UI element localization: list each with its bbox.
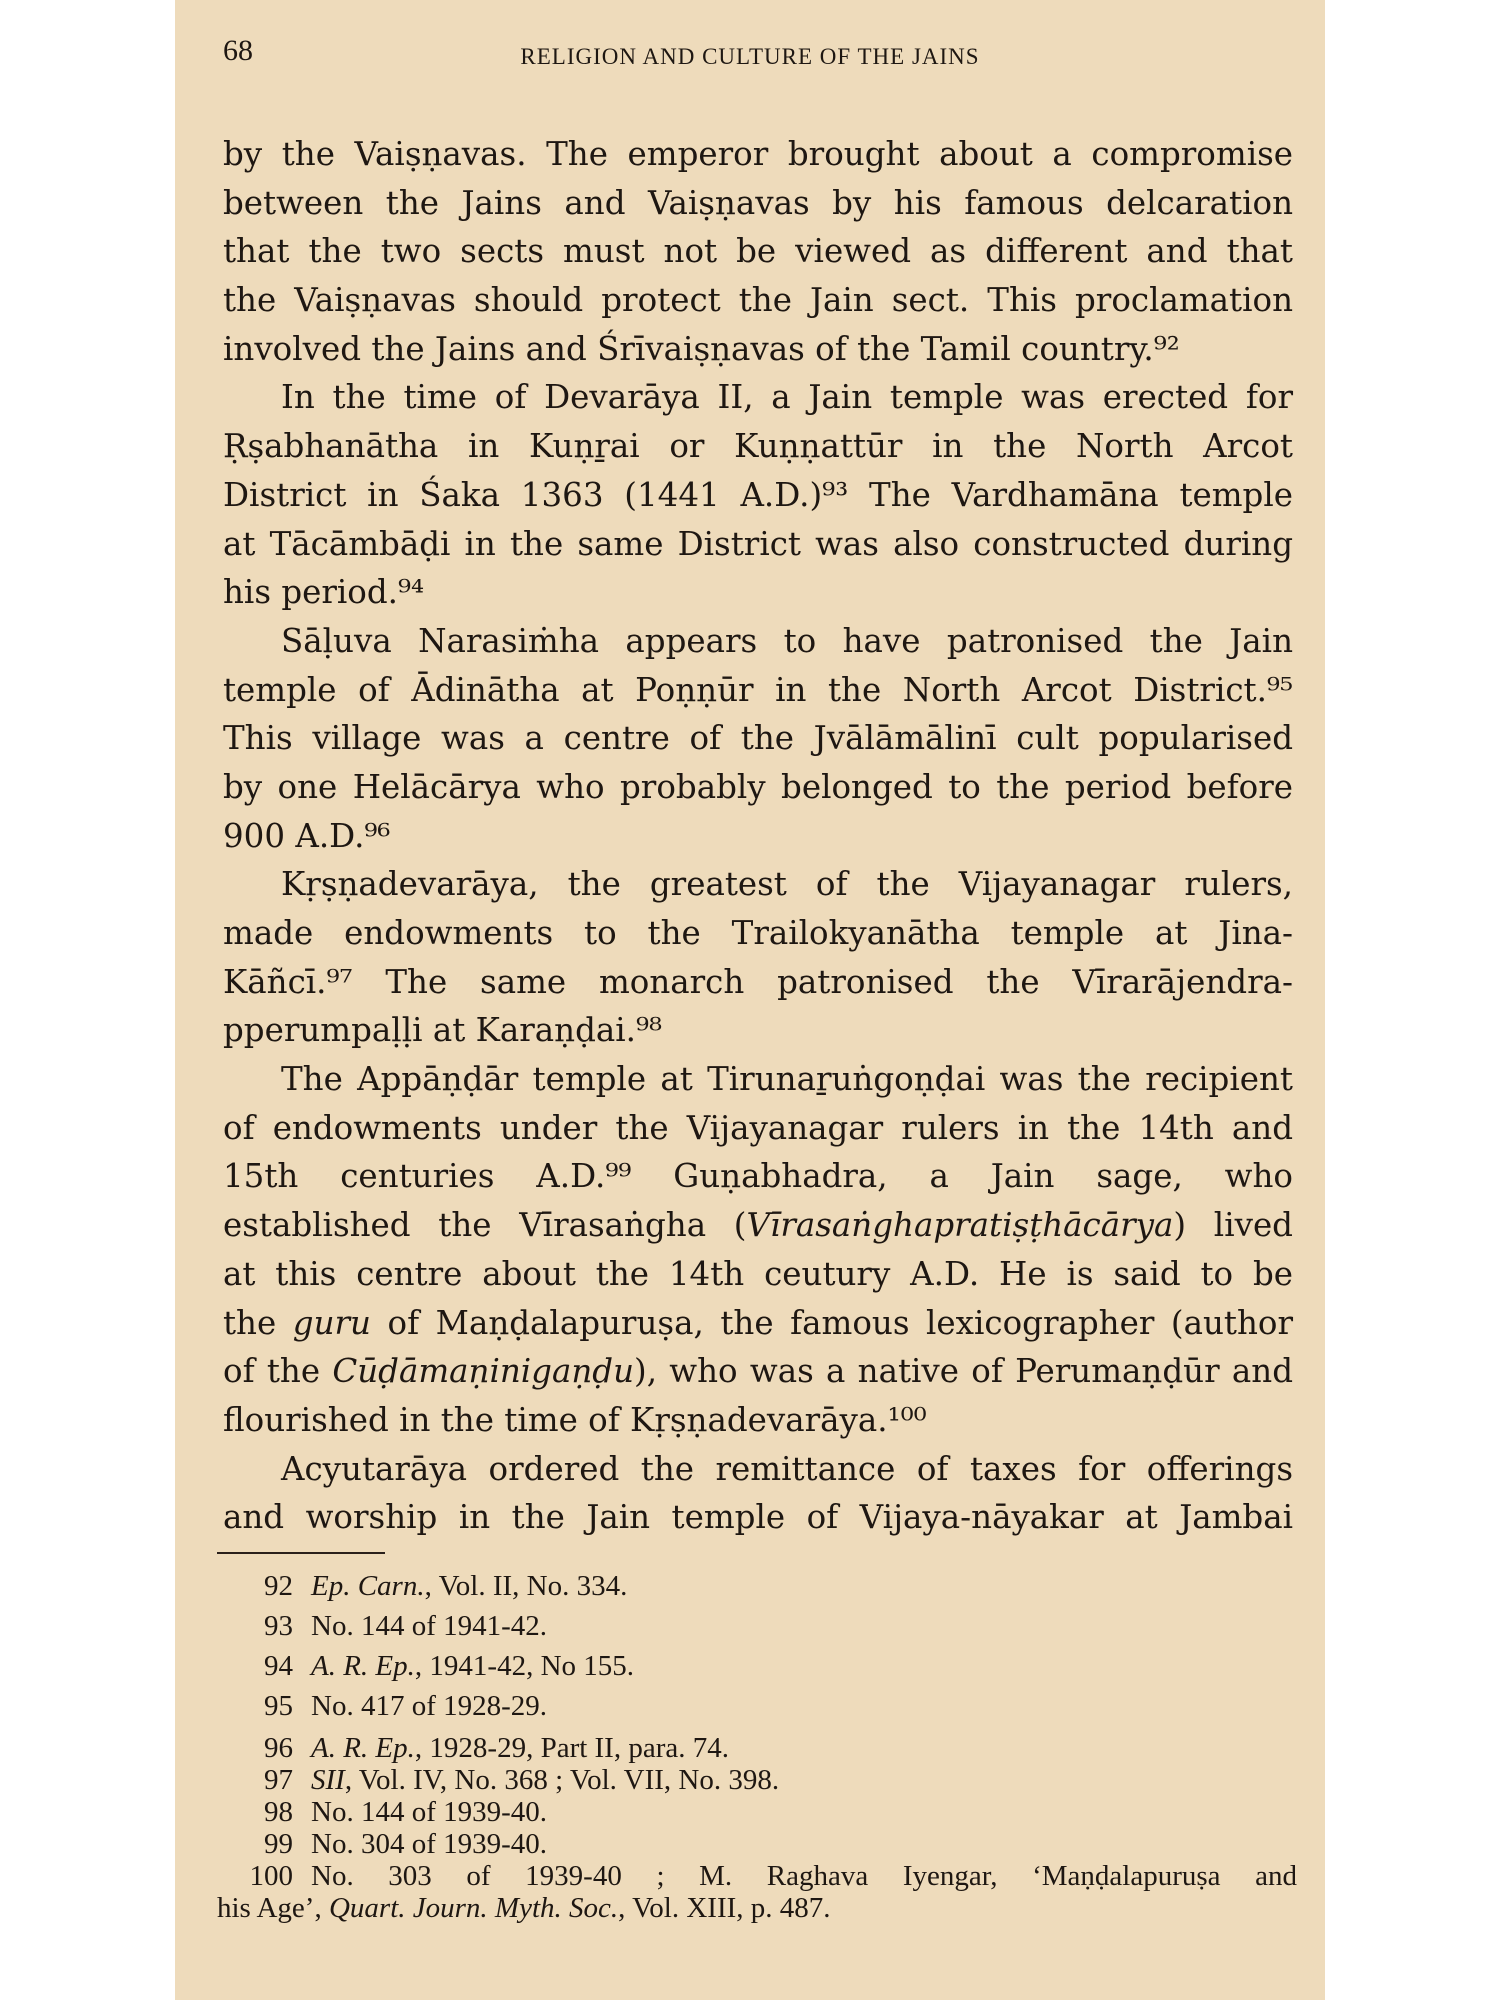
text-line: In the time of Devarāya II, a Jain temple was erected for	[281, 378, 1293, 417]
text-line: Acyutarāya ordered the remittance of taxes for offerings	[281, 1449, 1293, 1488]
text-line: The Appāṇḍār temple at Tirunaṟuṅgoṇḍai was the recipient	[281, 1060, 1293, 1099]
italic-term: Vīrasaṅghapratiṣṭhācārya	[746, 1206, 1174, 1245]
footnote-text	[311, 1686, 1297, 1726]
text-line: of endowments under the Vijayanagar rulers in the 14th and	[223, 1108, 1293, 1147]
text-segment: of the	[223, 1352, 333, 1391]
text-segment: ), who was a native of Perumaṇḍūr and	[634, 1352, 1293, 1391]
footnote-text	[311, 1606, 1297, 1646]
text-line: made endowments to the Trailokyanātha temple at Jina-	[223, 914, 1293, 952]
footnote-number: 95	[264, 1690, 293, 1722]
footnote	[217, 1606, 1297, 1646]
citation-detail: , Vol. II, No. 334.	[424, 1570, 628, 1602]
text-line: that the two sects must not be viewed as different and that	[223, 232, 1293, 271]
citation-title: Ep. Carn.	[311, 1570, 425, 1602]
text-line: District in Śaka 1363 (1441 A.D.)⁹³ The Vardhamāna temple	[223, 475, 1293, 514]
footnote	[217, 1828, 1297, 1860]
italic-term: Cūḍāmaṇinigaṇḍu	[332, 1352, 635, 1391]
footnote-text	[311, 1860, 1297, 1892]
citation-title: Quart. Journ. Myth. Soc.	[328, 1892, 619, 1924]
text-line: 900 A.D.⁹⁶	[223, 816, 391, 855]
text-line: Sāḷuva Narasiṁha appears to have patronised the Jain	[281, 621, 1293, 660]
citation-title: A. R. Ep.	[311, 1650, 415, 1682]
text-line: Kṛṣṇadevarāya, the greatest of the Vijayanagar rulers,	[281, 865, 1293, 904]
text-line: involved the Jains and Śrīvaiṣṇavas of the Tamil country.⁹²	[223, 329, 1180, 368]
citation-detail: his Age’,	[217, 1892, 329, 1924]
footnote-text	[311, 1566, 1297, 1606]
citation-detail: , 1941-42, No 155.	[414, 1650, 635, 1682]
text-line: pperumpaḷḷi at Karaṇḍai.⁹⁸	[223, 1011, 663, 1050]
text-segment: of Maṇḍalapuruṣa, the famous lexicographer (author	[370, 1303, 1293, 1342]
footnote	[217, 1686, 1297, 1726]
text-line: and worship in the Jain temple of Vijaya-nāyakar at Jambai	[223, 1498, 1293, 1537]
text-segment: established the Vīrasaṅgha (	[223, 1206, 747, 1245]
footnote-text	[311, 1796, 1297, 1828]
footnote-separator	[217, 1552, 385, 1554]
footnote-number: 100	[249, 1860, 293, 1892]
footnote-number: 96	[264, 1732, 293, 1764]
citation-title: A. R. Ep.	[311, 1732, 415, 1764]
text-line: This village was a centre of the Jvālāmālinī cult popularised	[223, 719, 1293, 758]
footnote-number: 92	[264, 1570, 293, 1602]
footnote	[217, 1796, 1297, 1828]
footnote-number: 99	[264, 1828, 293, 1860]
book-page	[175, 0, 1325, 2000]
text-segment: ) lived	[1173, 1206, 1293, 1245]
footnote-number: 97	[264, 1764, 293, 1796]
citation-detail: No. 303 of 1939-40 ; M. Raghava Iyengar, ‘Maṇḍalapuruṣa and	[311, 1860, 1297, 1892]
text-line: the Vaiṣṇavas should protect the Jain sect. This proclamation	[223, 281, 1293, 320]
text-line: at this centre about the 14th ceutury A.D. He is said to be	[223, 1254, 1293, 1293]
footnote-number: 94	[264, 1650, 293, 1682]
text-line: between the Jains and Vaiṣṇavas by his famous delcaration	[223, 183, 1293, 222]
text-line	[223, 1201, 1293, 1250]
text-line: his period.⁹⁴	[223, 573, 425, 612]
citation-detail: , Vol. IV, No. 368 ; Vol. VII, No. 398.	[344, 1764, 780, 1796]
text-line: temple of Ādinātha at Poṇṇūr in the North Arcot District.⁹⁵	[223, 670, 1293, 709]
text-line: Kāñcī.⁹⁷ The same monarch patronised the Vīrarājendra-	[223, 962, 1293, 1001]
footnote-text	[311, 1646, 1297, 1686]
text-line: flourished in the time of Kṛṣṇadevarāya.¹⁰⁰	[223, 1400, 927, 1439]
citation-detail: No. 417 of 1928-29.	[311, 1690, 548, 1722]
page-header	[223, 34, 1277, 78]
text-line: Ṛṣabhanātha in Kuṇṟai or Kuṇṇattūr in the North Arcot	[223, 427, 1293, 466]
text-line: by the Vaiṣṇavas. The emperor brought about a compromise	[223, 135, 1293, 173]
text-line	[223, 1299, 1293, 1348]
citation-detail: , Vol. XIII, p. 487.	[618, 1892, 831, 1924]
page-number: 68	[223, 34, 253, 67]
italic-term: guru	[292, 1303, 371, 1342]
footnote-text	[311, 1828, 1297, 1860]
running-title: RELIGION AND CULTURE OF THE JAINS	[520, 44, 980, 69]
text-segment: the	[223, 1303, 293, 1342]
text-line: 15th centuries A.D.⁹⁹ Guṇabhadra, a Jain sage, who	[223, 1157, 1293, 1196]
footnote	[217, 1732, 1297, 1764]
citation-detail: No. 144 of 1939-40.	[311, 1796, 548, 1828]
footnote	[217, 1566, 1297, 1606]
footnote	[217, 1646, 1297, 1686]
footnote-text	[311, 1732, 1297, 1764]
text-line	[223, 1347, 1293, 1396]
citation-detail: No. 304 of 1939-40.	[311, 1828, 548, 1860]
text-line: by one Helācārya who probably belonged to the period before	[223, 767, 1293, 806]
footnote-number: 98	[264, 1796, 293, 1828]
footnote-number: 93	[264, 1610, 293, 1642]
footnotes	[217, 1566, 1297, 1924]
footnote	[217, 1764, 1297, 1796]
citation-detail: No. 144 of 1941-42.	[311, 1610, 548, 1642]
text-line: at Tācāmbāḍi in the same District was also constructed during	[223, 524, 1293, 563]
citation-detail: , 1928-29, Part II, para. 74.	[414, 1732, 729, 1764]
citation-title: SII	[311, 1764, 345, 1796]
footnote-continuation	[217, 1892, 1297, 1924]
footnote-text	[311, 1764, 1297, 1796]
footnote	[217, 1860, 1297, 1892]
body-text	[223, 130, 1293, 1542]
